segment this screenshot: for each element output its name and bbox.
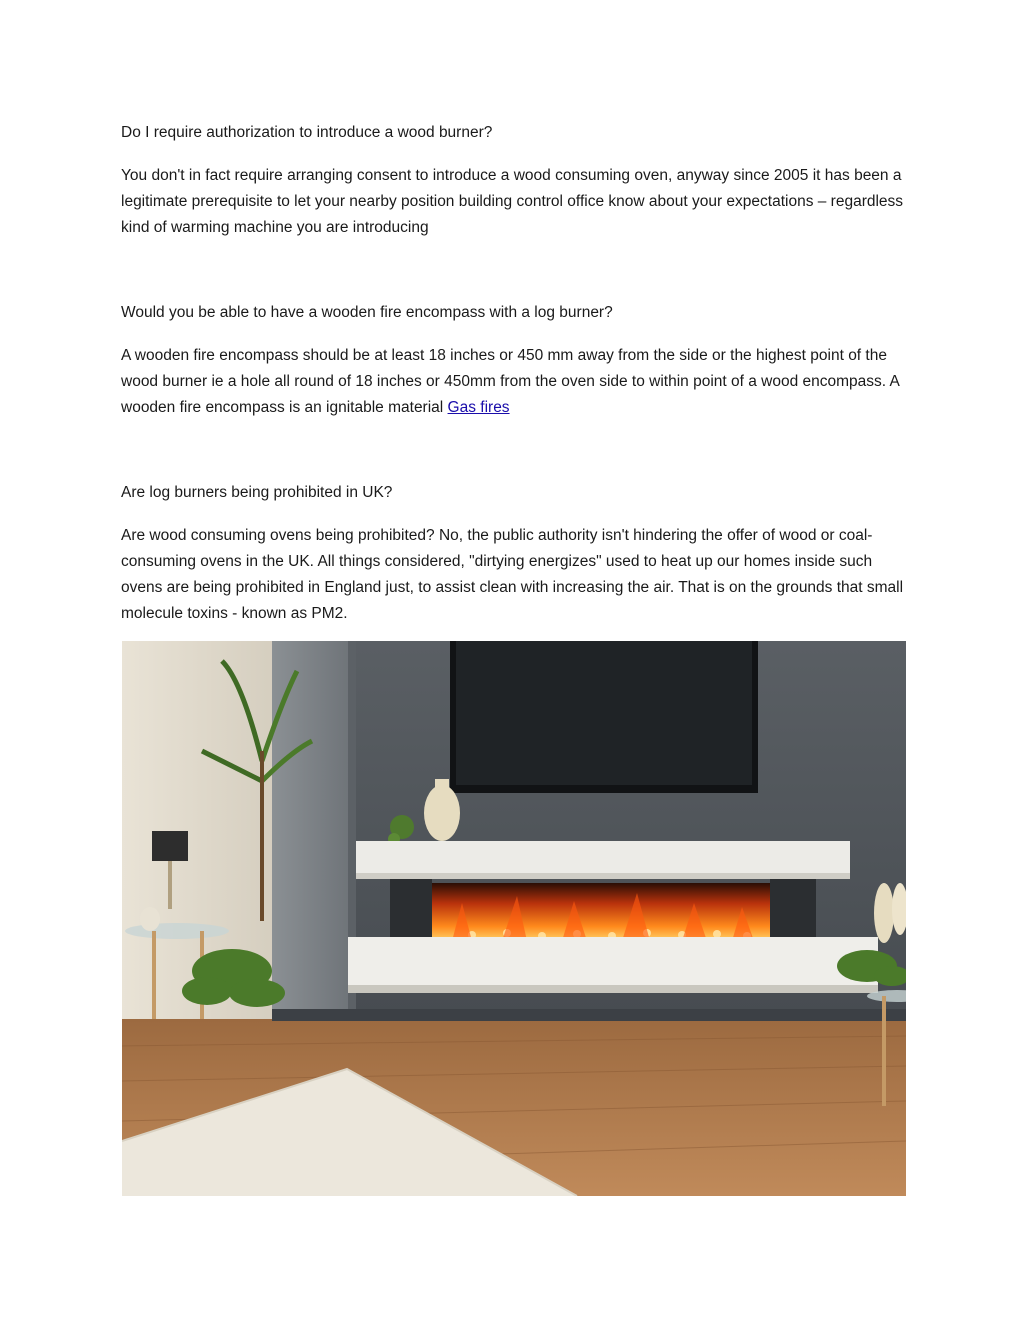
section-body-container — [121, 343, 911, 421]
vase-icon — [424, 785, 460, 841]
fireplace-photo — [122, 641, 906, 1196]
lower-shelf — [348, 937, 878, 991]
lamp-icon — [152, 831, 188, 861]
fireplace-image — [122, 641, 906, 1196]
stone-panel-right — [770, 879, 816, 937]
section-body: Are wood consuming ovens being prohibited? No, the public authority isn't hindering the offer of wood or coal-consuming ovens in the UK. All things considered, "dirtying energizes" used to heat up our homes inside such ovens are being prohibited in England just, to assist clean with increasing the air. That is on the grounds that small molecule toxins - known as PM2. — [121, 527, 904, 622]
section-heading: Do I require authorization to introduce a wood burner? — [121, 124, 493, 141]
section-heading: Would you be able to have a wooden fire encompass with a log burner? — [121, 304, 613, 321]
section-3 — [121, 480, 911, 627]
section-heading: Are log burners being prohibited in UK? — [121, 484, 393, 501]
stone-panel-left — [390, 879, 432, 937]
gas-fires-link[interactable]: Gas fires — [447, 399, 510, 416]
section-body: A wooden fire encompass should be at least 18 inches or 450 mm away from the side or the highest point of the wood burner ie a hole all round of 18 inches or 450mm from the oven side to within point of a wood encompass. A wooden fire encompass is an ignitable material — [121, 347, 900, 416]
section-body: You don't in fact require arranging consent to introduce a wood consuming oven, anyway since 2005 it has been a legitimate prerequisite to let your nearby position building control office know about your expectations – regardless kind of warming machine you are introducing — [121, 167, 904, 236]
section-1 — [121, 120, 911, 241]
side-table — [125, 923, 229, 939]
section-2 — [121, 300, 911, 421]
